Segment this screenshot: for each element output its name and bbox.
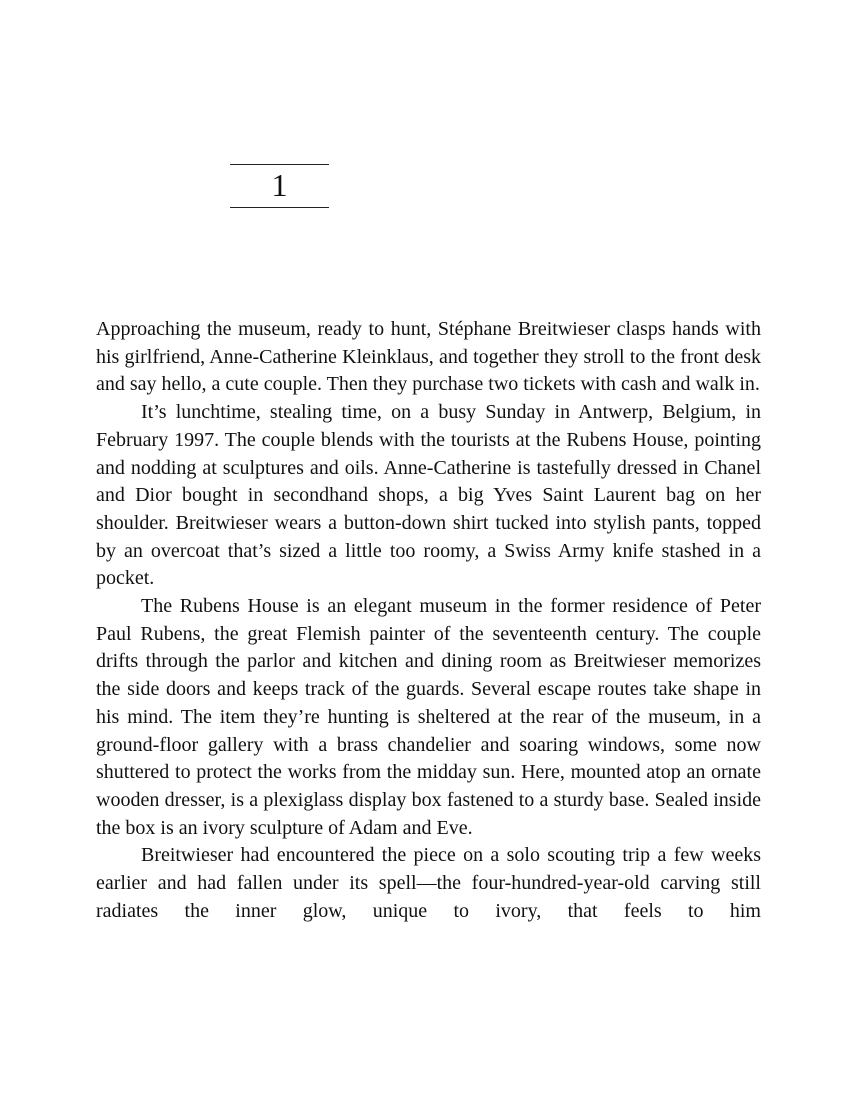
chapter-heading: [230, 164, 329, 208]
paragraph-1: Approaching the museum, ready to hunt, Stéphane Breitwieser clasps hands with his girlfriend, Anne-Catherine Kleinklaus, and together they stroll to the front desk and say hello, a cute couple. Then they purchase two tickets with cash and walk in.: [96, 318, 761, 396]
chapter-body: [96, 316, 761, 925]
paragraph-2: It’s lunchtime, stealing time, on a busy Sunday in Antwerp, Belgium, in February 1997. The couple blends with the tourists at the Rubens House, pointing and nodding at sculptures and oils. Anne-Catherine is tastefully dressed in Chanel and Dior bought in secondhand shops, a big Yves Saint Laurent bag on her shoulder. Breitwieser wears a button-down shirt tucked into stylish pants, topped by an overcoat that’s sized a little too roomy, a Swiss Army knife stashed in a pocket.: [96, 401, 761, 590]
chapter-number: 1: [271, 167, 288, 203]
chapter-bottom-rule: [230, 207, 329, 208]
paragraph-4: Breitwieser had encountered the piece on a solo scouting trip a few weeks earlier and had fallen under its spell—the four-hundred-year-old carving still radiates the inner glow, unique to ivory, that feels to him: [96, 844, 761, 922]
paragraph-3: The Rubens House is an elegant museum in the former residence of Peter Paul Rubens, the great Flemish painter of the seventeenth century. The couple drifts through the parlor and kitchen and dining room as Breitwieser memorizes the side doors and keeps track of the guards. Several escape routes take shape in his mind. The item they’re hunting is sheltered at the rear of the museum, in a ground-floor gallery with a brass chandelier and soaring windows, some now shuttered to protect the works from the midday sun. Here, mounted atop an ornate wooden dresser, is a plexiglass display box fastened to a sturdy base. Sealed inside the box is an ivory sculpture of Adam and Eve.: [96, 595, 761, 839]
